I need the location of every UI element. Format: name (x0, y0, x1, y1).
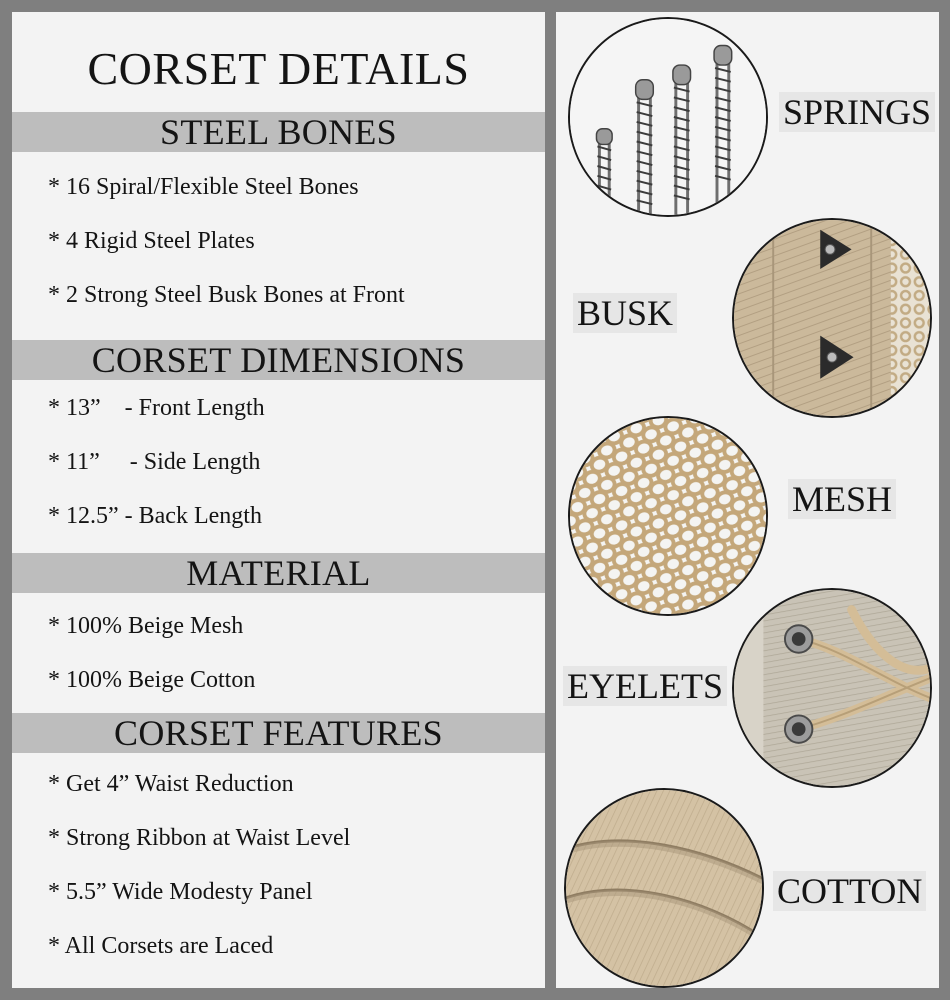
feature-label-cotton: COTTON (773, 871, 926, 911)
section-heading-corset-dimensions: CORSET DIMENSIONS (12, 340, 545, 380)
list-item: * Get 4” Waist Reduction (48, 771, 294, 797)
feature-label-eyelets: EYELETS (563, 666, 727, 706)
springs-icon (568, 17, 768, 217)
list-item: * 2 Strong Steel Busk Bones at Front (48, 282, 405, 308)
busk-icon (732, 218, 932, 418)
feature-label-springs: SPRINGS (779, 92, 935, 132)
feature-label-mesh: MESH (788, 479, 896, 519)
list-item: * 12.5” - Back Length (48, 503, 262, 529)
eyelets-icon (732, 588, 932, 788)
list-item: * 16 Spiral/Flexible Steel Bones (48, 174, 359, 200)
page-title: CORSET DETAILS (87, 43, 470, 94)
list-item: * Strong Ribbon at Waist Level (48, 825, 351, 851)
details-panel (12, 12, 545, 988)
list-item: * 5.5” Wide Modesty Panel (48, 879, 313, 905)
section-heading-steel-bones: STEEL BONES (12, 112, 545, 152)
list-item: * 100% Beige Mesh (48, 613, 244, 639)
section-heading-material: MATERIAL (12, 553, 545, 593)
feature-label-busk: BUSK (573, 293, 677, 333)
list-item: * 11” - Side Length (48, 449, 261, 475)
cotton-icon (564, 788, 764, 988)
list-item: * 4 Rigid Steel Plates (48, 228, 255, 254)
features-panel (556, 12, 939, 988)
mesh-icon (568, 416, 768, 616)
section-heading-corset-features: CORSET FEATURES (12, 713, 545, 753)
list-item: * 13” - Front Length (48, 395, 265, 421)
list-item: * All Corsets are Laced (48, 933, 274, 959)
list-item: * 100% Beige Cotton (48, 667, 256, 693)
